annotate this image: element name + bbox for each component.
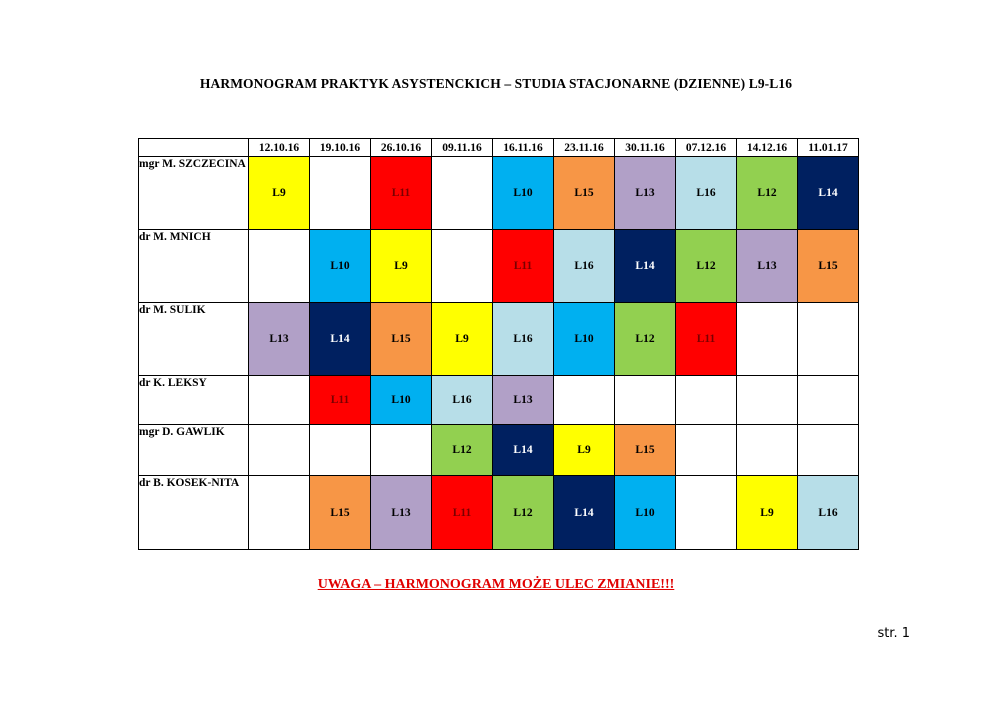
table-row (139, 157, 859, 230)
schedule-cell (310, 425, 371, 476)
schedule-cell: L15 (615, 425, 676, 476)
date-header: 26.10.16 (371, 139, 432, 157)
schedule-cell: L12 (493, 476, 554, 550)
schedule-cell (737, 303, 798, 376)
schedule-cell: L10 (554, 303, 615, 376)
date-header: 16.11.16 (493, 139, 554, 157)
table-row (139, 425, 859, 476)
date-header: 14.12.16 (737, 139, 798, 157)
schedule-cell: L11 (310, 376, 371, 425)
date-header: 07.12.16 (676, 139, 737, 157)
schedule-cell: L16 (554, 230, 615, 303)
schedule-cell: L16 (493, 303, 554, 376)
schedule-cell: L11 (493, 230, 554, 303)
instructor-name: mgr M. SZCZECINA (139, 157, 249, 230)
schedule-cell (676, 376, 737, 425)
document-title: HARMONOGRAM PRAKTYK ASYSTENCKICH – STUDIA STACJONARNE (DZIENNE) L9-L16 (199, 76, 793, 91)
schedule-cell (798, 303, 859, 376)
schedule-cell: L13 (371, 476, 432, 550)
schedule-cell: L11 (371, 157, 432, 230)
page-number: str. 1 (877, 626, 910, 641)
instructor-name: dr K. LEKSY (139, 376, 249, 425)
schedule-cell: L9 (249, 157, 310, 230)
schedule-cell: L14 (310, 303, 371, 376)
date-header: 19.10.16 (310, 139, 371, 157)
schedule-cell (249, 425, 310, 476)
schedule-cell: L9 (432, 303, 493, 376)
schedule-cell (737, 425, 798, 476)
instructor-name: dr B. KOSEK-NITA (139, 476, 249, 550)
schedule-cell (615, 376, 676, 425)
schedule-cell: L10 (310, 230, 371, 303)
schedule-cell: L15 (798, 230, 859, 303)
schedule-cell (432, 230, 493, 303)
schedule-cell (737, 376, 798, 425)
schedule-cell: L16 (676, 157, 737, 230)
schedule-cell: L9 (554, 425, 615, 476)
table-row (139, 476, 859, 550)
header-row (139, 139, 859, 157)
instructor-name: dr M. MNICH (139, 230, 249, 303)
schedule-cell: L16 (798, 476, 859, 550)
schedule-body (139, 157, 859, 550)
schedule-cell (432, 157, 493, 230)
schedule-cell (249, 476, 310, 550)
schedule-cell: L9 (737, 476, 798, 550)
schedule-cell (676, 425, 737, 476)
schedule-cell: L12 (432, 425, 493, 476)
schedule-cell (798, 376, 859, 425)
date-header: 11.01.17 (798, 139, 859, 157)
schedule-cell: L13 (249, 303, 310, 376)
date-header: 12.10.16 (249, 139, 310, 157)
table-row (139, 303, 859, 376)
schedule-cell: L12 (615, 303, 676, 376)
schedule-cell: L13 (737, 230, 798, 303)
schedule-cell: L14 (493, 425, 554, 476)
warning-note: UWAGA – HARMONOGRAM MOŻE ULEC ZMIANIE!!! (317, 577, 675, 592)
schedule-cell: L13 (493, 376, 554, 425)
schedule-table (138, 138, 859, 550)
schedule-cell (554, 376, 615, 425)
schedule-cell: L14 (554, 476, 615, 550)
schedule-cell: L14 (798, 157, 859, 230)
date-header: 30.11.16 (615, 139, 676, 157)
schedule-cell: L12 (676, 230, 737, 303)
schedule-cell (676, 476, 737, 550)
date-header: 09.11.16 (432, 139, 493, 157)
schedule-cell: L12 (737, 157, 798, 230)
instructor-name: dr M. SULIK (139, 303, 249, 376)
instructor-name: mgr D. GAWLIK (139, 425, 249, 476)
schedule-cell: L10 (371, 376, 432, 425)
table-row (139, 230, 859, 303)
schedule-cell: L15 (310, 476, 371, 550)
schedule-cell (310, 157, 371, 230)
schedule-cell (249, 376, 310, 425)
schedule-cell: L10 (493, 157, 554, 230)
date-header: 23.11.16 (554, 139, 615, 157)
schedule-cell: L15 (371, 303, 432, 376)
schedule-cell: L15 (554, 157, 615, 230)
schedule-cell: L16 (432, 376, 493, 425)
schedule-cell (371, 425, 432, 476)
schedule-cell: L14 (615, 230, 676, 303)
schedule-cell: L10 (615, 476, 676, 550)
corner-cell (139, 139, 249, 157)
table-row (139, 376, 859, 425)
schedule-cell: L11 (432, 476, 493, 550)
schedule-cell (249, 230, 310, 303)
schedule-cell: L9 (371, 230, 432, 303)
schedule-cell: L11 (676, 303, 737, 376)
schedule-cell (798, 425, 859, 476)
schedule-cell: L13 (615, 157, 676, 230)
